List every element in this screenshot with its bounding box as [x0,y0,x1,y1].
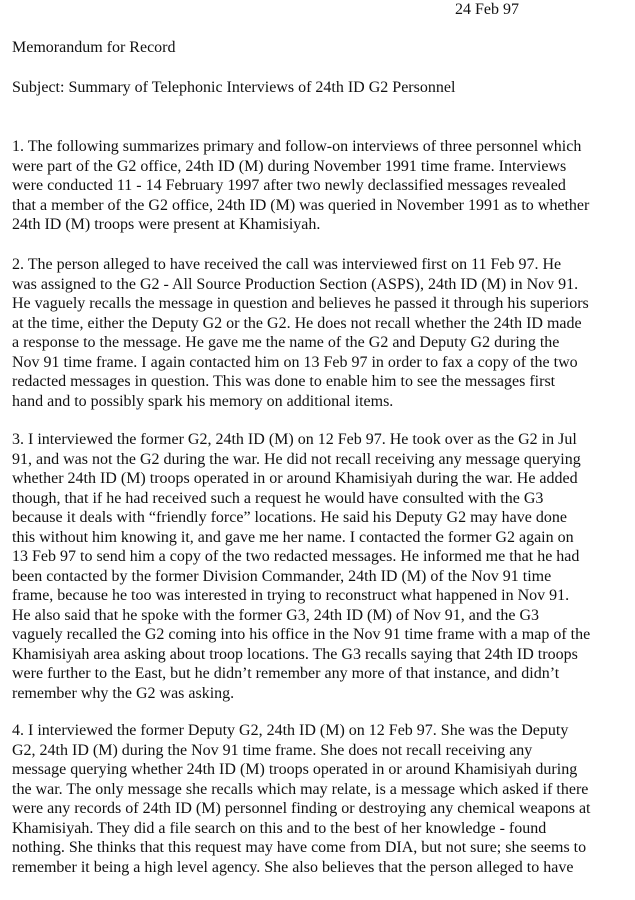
text-line: remember it being a high level agency. She also believes that the person alleged to have [12,858,574,876]
text-line: were any records of 24th ID (M) personnel finding or destroying any chemical weapons at [12,800,591,817]
text-line: hand and to possibly spark his memory on additional items. [12,392,394,410]
paragraph-4 [12,721,590,877]
memo-subject: Subject: Summary of Telephonic Interviews of 24th ID G2 Personnel [12,79,456,96]
text-line: were further to the East, but he didn’t remember any more of that instance, and didn’t [12,665,560,682]
text-line: 3. I interviewed the former G2, 24th ID (M) on 12 Feb 97. He took over as the G2 in Jul [12,431,577,448]
text-line: a response to the message. He gave me the name of the G2 and Deputy G2 during the [12,334,560,351]
text-line: 91, and was not the G2 during the war. He did not recall receiving any message querying [12,450,581,468]
text-line: 1. The following summarizes primary and follow-on interviews of three personnel which [12,138,582,155]
text-line: 13 Feb 97 to send him a copy of the two redacted messages. He informed me that he had [12,548,580,565]
text-line: Khamisiyah area asking about troop locations. The G3 recalls saying that 24th ID troops [12,645,578,663]
memo-date: 24 Feb 97 [455,1,519,18]
text-line: vaguely recalled the G2 coming into his office in the Nov 91 time frame with a map of the [12,626,591,643]
paragraph-2 [12,255,589,411]
paragraph-3 [12,430,590,703]
text-line: frame, because he too was interested in trying to reconstruct what happened in Nov 91. [12,587,570,604]
text-line: 24th ID (M) troops were present at Khamisiyah. [12,216,321,233]
text-line: the war. The only message she recalls which may relate, is a message which asked if there [12,780,589,798]
text-line: was assigned to the G2 - All Source Production Section (ASPS), 24th ID (M) in Nov 91. [12,275,579,293]
text-line: message querying whether 24th ID (M) troops operated in or around Khamisiyah during [12,761,578,778]
text-line: He also said that he spoke with the former G3, 24th ID (M) of Nov 91, and the G3 [12,606,539,624]
text-line: because it deals with “friendly force” locations. He said his Deputy G2 may have done [12,509,567,526]
text-line: this without him knowing it, and gave me her name. I contacted the former G2 again on [12,528,574,546]
text-line: He vaguely recalls the message in question and believes he passed it through his superiors [12,295,589,312]
text-line: remember why the G2 was asking. [12,684,235,702]
paragraph-1 [12,137,589,235]
memo-heading: Memorandum for Record [12,39,176,56]
text-line: Khamisiyah. They did a file search on this and to the best of her knowledge - found [12,819,547,837]
text-line: at the time, either the Deputy G2 or the G2. He does not recall whether the 24th ID made [12,314,582,332]
text-line: were conducted 11 - 14 February 1997 after two newly declassified messages revealed [12,177,566,194]
text-line: Nov 91 time frame. I again contacted him on 13 Feb 97 in order to fax a copy of the two [12,353,578,371]
text-line: been contacted by the former Division Commander, 24th ID (M) of the Nov 91 time [12,567,552,585]
text-line: redacted messages in question. This was done to enable him to see the messages first [12,373,556,390]
text-line: that a member of the G2 office, 24th ID (M) was queried in November 1991 as to whether [12,196,590,214]
text-line: G2, 24th ID (M) during the Nov 91 time frame. She does not recall receiving any [12,741,533,759]
text-line: 4. I interviewed the former Deputy G2, 24th ID (M) on 12 Feb 97. She was the Deputy [12,722,569,739]
text-line: were part of the G2 office, 24th ID (M) during November 1991 time frame. Interviews [12,157,567,175]
text-line: nothing. She thinks that this request may have come from DIA, but not sure; she seems to [12,839,587,856]
text-line: though, that if he had received such a request he would have consulted with the G3 [12,489,544,507]
text-line: whether 24th ID (M) troops operated in or around Khamisiyah during the war. He added [12,470,578,487]
text-line: 2. The person alleged to have received the call was interviewed first on 11 Feb 97. He [12,256,562,273]
